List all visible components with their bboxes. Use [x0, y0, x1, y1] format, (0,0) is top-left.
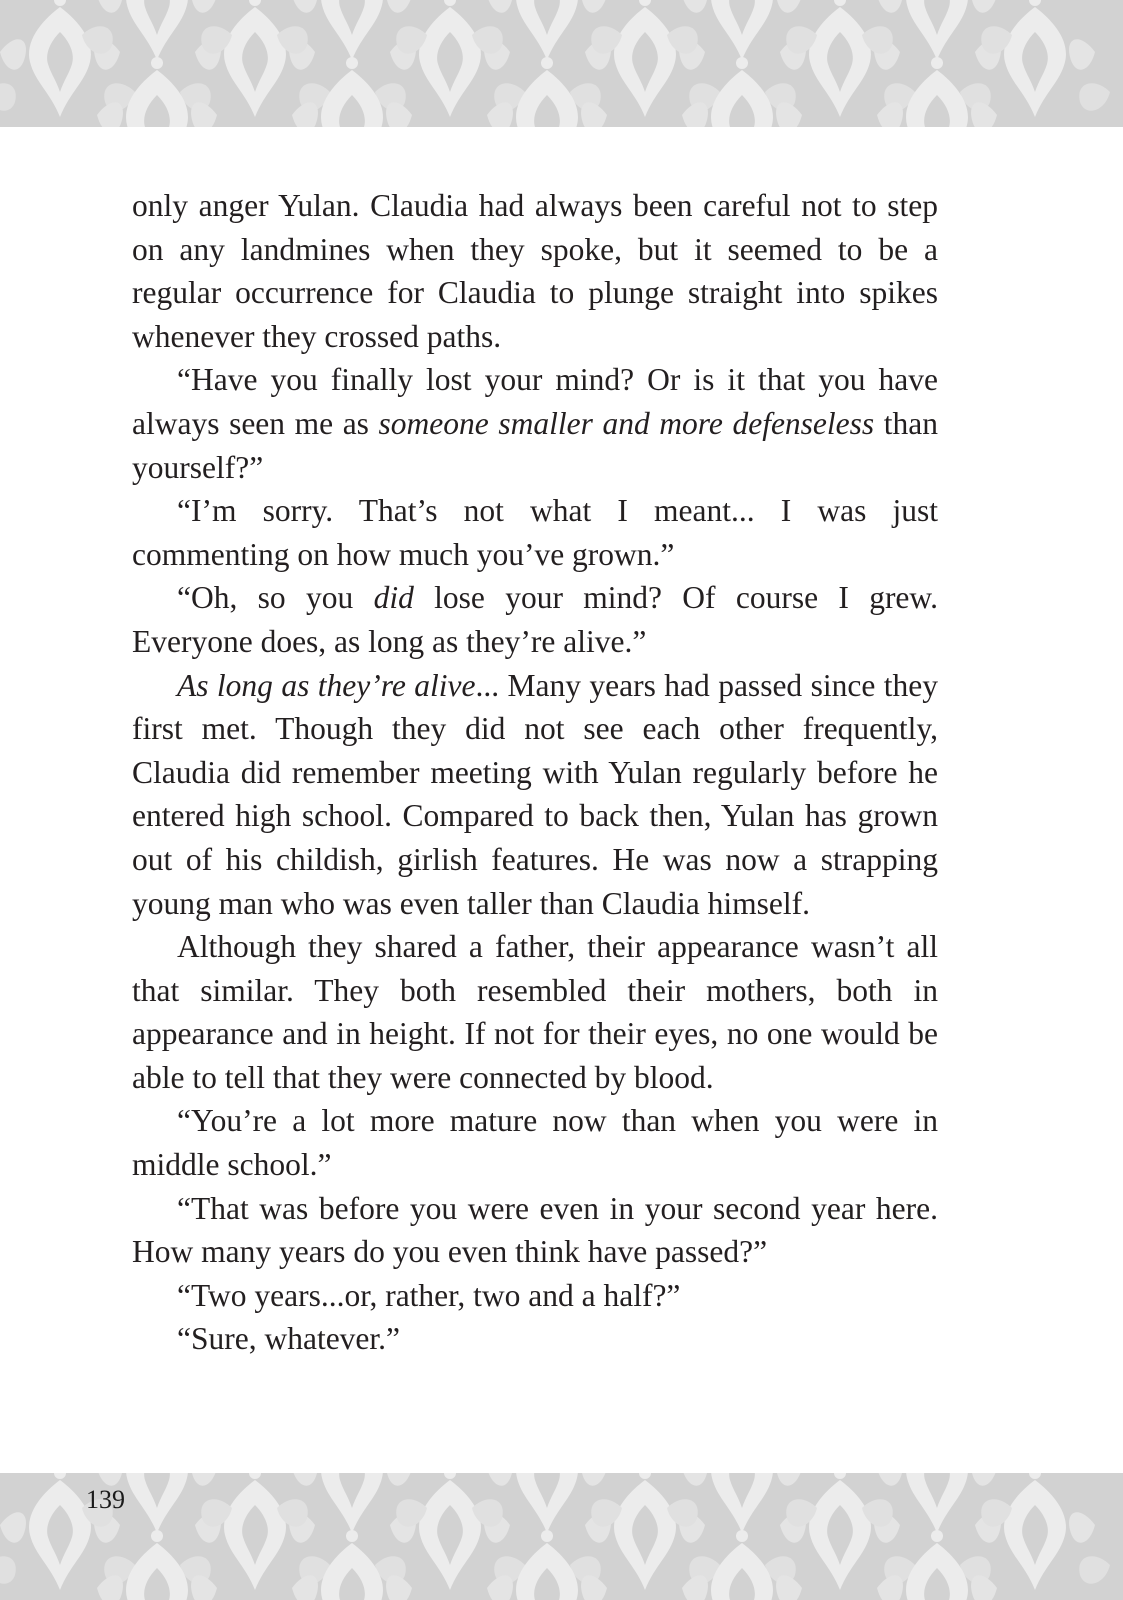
footer-damask-band	[0, 1473, 1123, 1600]
paragraph-3: “I’m sorry. That’s not what I meant... I was just commenting on how much you’ve grown.”	[132, 493, 938, 572]
damask-pattern-icon	[0, 1473, 1123, 1600]
paragraph-4: “Oh, so you did lose your mind? Of course I grew. Everyone does, as long as they’re alive.”	[132, 580, 938, 659]
paragraph-5: As long as they’re alive... Many years had passed since they first met. Though they did not see each other frequently, Claudia did remember meeting with Yulan regularly before he entered high school. Compared to back then, Yulan has grown out of his childish, girlish features. He was now a strapping young man who was even taller than Claudia himself.	[132, 667, 938, 921]
paragraph-6: Although they shared a father, their appearance wasn’t all that similar. They both resembled their mothers, both in appearance and in height. If not for their eyes, no one would be able to tell that they were connected by blood.	[132, 929, 938, 1095]
header-damask-band	[0, 0, 1123, 127]
paragraph-8: “That was before you were even in your second year here. How many years do you even think have passed?”	[132, 1190, 938, 1270]
paragraph-9: “Two years...or, rather, two and a half?”	[177, 1277, 681, 1313]
paragraph-1: only anger Yulan. Claudia had always been careful not to step on any landmines when they spoke, but it seemed to be a regular occurrence for Claudia to plunge straight into spikes whenever they crossed paths.	[132, 188, 938, 354]
page-number: 139	[86, 1485, 125, 1514]
paragraph-7: “You’re a lot more mature now than when you were in middle school.”	[132, 1103, 938, 1183]
page-body-text	[132, 184, 938, 1361]
paragraph-10: “Sure, whatever.”	[177, 1321, 401, 1357]
paragraph-2: “Have you finally lost your mind? Or is it that you have always seen me as someone smaller and more defenseless than yourself?”	[132, 362, 938, 485]
damask-pattern-icon	[0, 0, 1123, 127]
